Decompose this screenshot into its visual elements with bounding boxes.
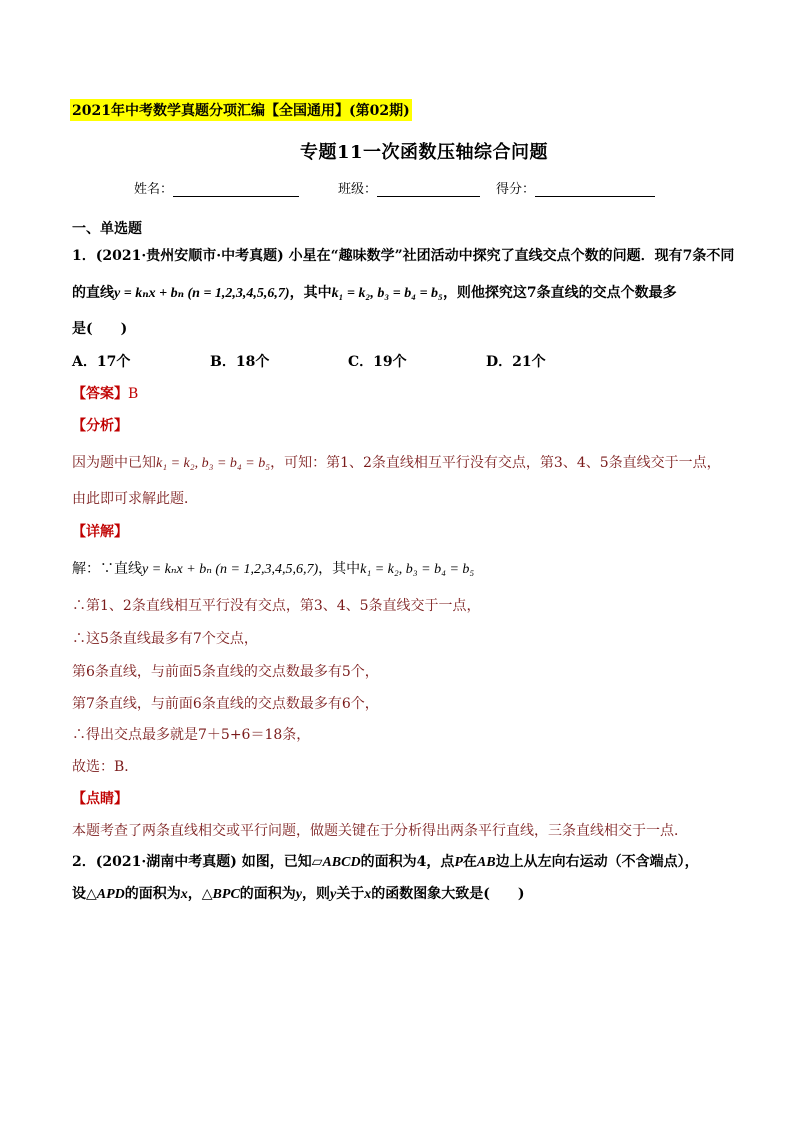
detail-mid: ，其中 (318, 561, 361, 577)
q2-line1 (72, 851, 699, 871)
q2-triangle-apd: △APD (86, 887, 125, 902)
analysis-line1 (72, 452, 721, 472)
analysis-suffix: ，可知：第1、2条直线相互平行没有交点，第3、4、5条直线交于一点， (270, 455, 721, 471)
comment-text: 本题考查了两条直线相交或平行问题，做题关键在于分析得出两条平行直线，三条直线相交于一点． (72, 823, 688, 839)
page-title: 专题11一次函数压轴综合问题 (300, 142, 549, 163)
q2-line2-suffix: 的函数图象大致是( ) (371, 886, 525, 902)
comment-tag: 【点睛】 (72, 791, 128, 807)
q1-option-a[interactable]: A．17个 (72, 354, 131, 370)
q2-line2-mid4: 关于 (336, 886, 365, 902)
q2-line1-prefix: 2．(2021·湖南中考真题) 如图，已知 (72, 854, 312, 870)
q2-line2 (72, 883, 524, 903)
q1-line3: 是( ) (72, 321, 128, 337)
q1-line2-mid: ，其中 (289, 285, 332, 301)
detail-tag: 【详解】 (72, 524, 128, 540)
detail-step-5: ∴得出交点最多就是7＋5+6＝18条， (72, 727, 311, 743)
q2-point-p: P (454, 855, 463, 870)
q2-segment-ab: AB (476, 855, 496, 870)
analysis-prefix: 因为题中已知 (72, 455, 156, 471)
detail-cond: k₁ = k₂, b₃ = b₄ = b₅ (360, 562, 475, 577)
series-tag: 2021年中考数学真题分项汇编【全国通用】(第02期) (70, 99, 412, 121)
detail-prefix: 解：∵直线 (72, 561, 142, 577)
q1-line2-cond: k₁ = k₂, b₃ = b₄ = b₅ (331, 286, 443, 301)
detail-formula: y = kₙx + bₙ (n = 1,2,3,4,5,6,7) (142, 562, 319, 577)
q2-var-y: y (295, 887, 302, 902)
detail-step-3: 第6条直线，与前面5条直线的交点数最多有5个， (72, 664, 379, 680)
q2-line2-mid2: 的面积为 (239, 886, 296, 902)
name-field[interactable] (134, 178, 299, 197)
q2-line1-mid: 的面积为4，点 (360, 854, 455, 870)
q1-option-b[interactable]: B．18个 (210, 354, 270, 370)
q1-line2-formula: y = kₙx + bₙ (n = 1,2,3,4,5,6,7) (114, 286, 290, 301)
q2-line2-mid3: ，则 (302, 886, 330, 902)
q2-line1-mid2: 在 (462, 854, 477, 870)
class-label: 班级： (338, 182, 378, 197)
q2-var-x: x (180, 887, 188, 902)
answer-tag: 【答案】 (72, 386, 128, 402)
detail-step-6: 故选：B． (72, 759, 139, 775)
q2-line2-sep: ， (187, 886, 202, 902)
q2-parallelogram: ▱ABCD (311, 855, 361, 870)
q1-line2-suffix: ，则他探究这7条直线的交点个数最多 (442, 285, 677, 301)
detail-step-2: ∴这5条直线最多有7个交点， (72, 631, 258, 647)
detail-step-1: ∴第1、2条直线相互平行没有交点，第3、4、5条直线交于一点， (72, 598, 481, 614)
name-label: 姓名： (134, 182, 174, 197)
q1-line2 (72, 282, 677, 302)
class-field[interactable] (338, 178, 480, 197)
q2-var-y2: y (330, 887, 337, 902)
class-blank[interactable] (377, 182, 480, 197)
name-blank[interactable] (173, 182, 299, 197)
analysis-cond: k₁ = k₂, b₃ = b₄ = b₅ (156, 456, 271, 471)
q1-line1: 1．(2021·贵州安顺市·中考真题) 小星在“趣味数学”社团活动中探究了直线交点个数的问题．现有7条不同 (72, 248, 735, 264)
q1-line2-prefix: 的直线 (72, 285, 114, 301)
q2-line2-prefix: 设 (72, 886, 86, 902)
score-label: 得分： (496, 182, 536, 197)
analysis-tag: 【分析】 (72, 418, 128, 434)
analysis-line2: 由此即可求解此题． (72, 491, 198, 507)
section-heading: 一、单选题 (72, 221, 142, 237)
q1-answer-row (72, 383, 138, 403)
q1-option-d[interactable]: D．21个 (486, 354, 546, 370)
q2-line2-mid: 的面积为 (124, 886, 181, 902)
score-blank[interactable] (535, 182, 655, 197)
score-field[interactable] (496, 178, 655, 197)
q2-triangle-bpc: △BPC (201, 887, 240, 902)
detail-line1 (72, 558, 474, 578)
answer-value: B (128, 386, 139, 402)
q1-option-c[interactable]: C．19个 (348, 354, 407, 370)
detail-step-4: 第7条直线，与前面6条直线的交点数最多有6个， (72, 696, 379, 712)
q2-line1-suffix: 边上从左向右运动（不含端点）， (495, 854, 699, 870)
q2-var-x2: x (364, 887, 372, 902)
